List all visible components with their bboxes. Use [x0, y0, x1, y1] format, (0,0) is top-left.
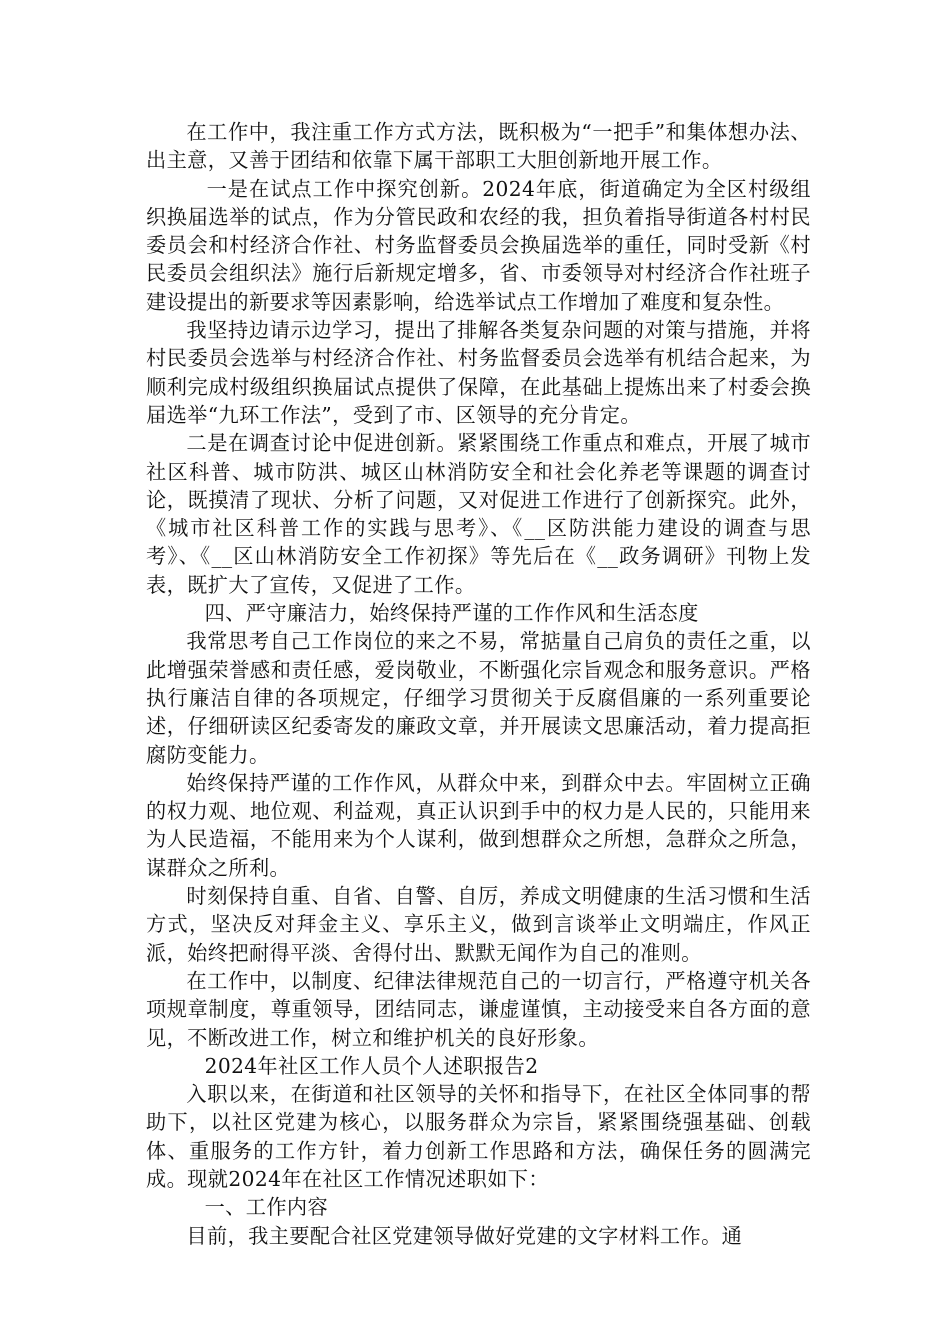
paragraph-learning-measures: 我坚持边请示边学习，提出了排解各类复杂问题的对策与措施，并将村民委员会选举与村经济合作社、村务监督委员会选举有机结合起来，为顺利完成村级组织换届试点提供了保障，在此基础上提炼出来了村委会换届选举“九环工作法”，受到了市、区领导的充分肯定。	[146, 318, 811, 427]
paragraph-responsibility: 我常思考自己工作岗位的来之不易，常掂量自己肩负的责任之重，以此增强荣誉感和责任感，爱岗敬业，不断强化宗旨观念和服务意识。严格执行廉洁自律的各项规定，仔细学习贯彻关于反腐倡廉的一系列重要论述，仔细研读区纪委寄发的廉政文章，并开展读文思廉活动，着力提高拒腐防变能力。	[146, 629, 811, 767]
paragraph-self-discipline: 时刻保持自重、自省、自警、自厉，养成文明健康的生活习惯和生活方式，坚决反对拜金主义、享乐主义，做到言谈举止文明端庄，作风正派，始终把耐得平淡、舍得付出、默默无闻作为自己的准则。	[146, 884, 811, 965]
paragraph-work-style: 始终保持严谨的工作作风，从群众中来，到群众中去。牢固树立正确的权力观、地位观、利益观，真正认识到手中的权力是人民的，只能用来为人民造福，不能用来为个人谋利，做到想群众之所想，急群众之所急，谋群众之所利。	[146, 770, 811, 880]
paragraph-rules-compliance: 在工作中，以制度、纪律法律规范自己的一切言行，严格遵守机关各项规章制度，尊重领导，团结同志，谦虚谨慎，主动接受来自各方面的意见，不断改进工作，树立和维护机关的良好形象。	[146, 968, 811, 1050]
paragraph-work-methods: 在工作中，我注重工作方式方法，既积极为“一把手”和集体想办法、出主意，又善于团结和依靠下属干部职工大胆创新地开展工作。	[146, 120, 811, 173]
report-title-2: 2024年社区工作人员个人述职报告2	[204, 1053, 539, 1078]
paragraph-pilot-innovation: 一是在试点工作中探究创新。2024年底，街道确定为全区村级组织换届选举的试点，作为分管民政和农经的我，担负着指导街道各村村民委员会和村经济合作社、村务监督委员会换届选举的重任，同时受新《村民委员会组织法》施行后新规定增多，省、市委领导对村经济合作社班子建设提出的新要求等因素影响，给选举试点工作增加了难度和复杂性。	[146, 176, 811, 314]
paragraph-introduction: 入职以来，在街道和社区领导的关怀和指导下，在社区全体同事的帮助下，以社区党建为核心，以服务群众为宗旨，紧紧围绕强基础、创载体、重服务的工作方针，着力创新工作思路和方法，确保任务的圆满完成。现就2024年在社区工作情况述职如下：	[146, 1082, 811, 1191]
section-heading-work-content: 一、工作内容	[204, 1195, 329, 1220]
section-heading-integrity: 四、严守廉洁力，始终保持严谨的工作作风和生活态度	[204, 601, 699, 626]
paragraph-research-innovation: 二是在调查讨论中促进创新。紧紧围绕工作重点和难点，开展了城市社区科普、城市防洪、城区山林消防安全和社会化养老等课题的调查讨论，既摸清了现状、分析了问题，又对促进工作进行了创新探究。此外，《城市社区科普工作的实践与思考》、《__区防洪能力建设的调查与思考》、《__区山林消防安全工作初探》等先后在《__政务调研》刊物上发表，既扩大了宣传，又促进了工作。	[146, 431, 811, 597]
document-page	[146, 118, 811, 1250]
paragraph-current-duties: 目前，我主要配合社区党建领导做好党建的文字材料工作。通	[186, 1223, 743, 1248]
